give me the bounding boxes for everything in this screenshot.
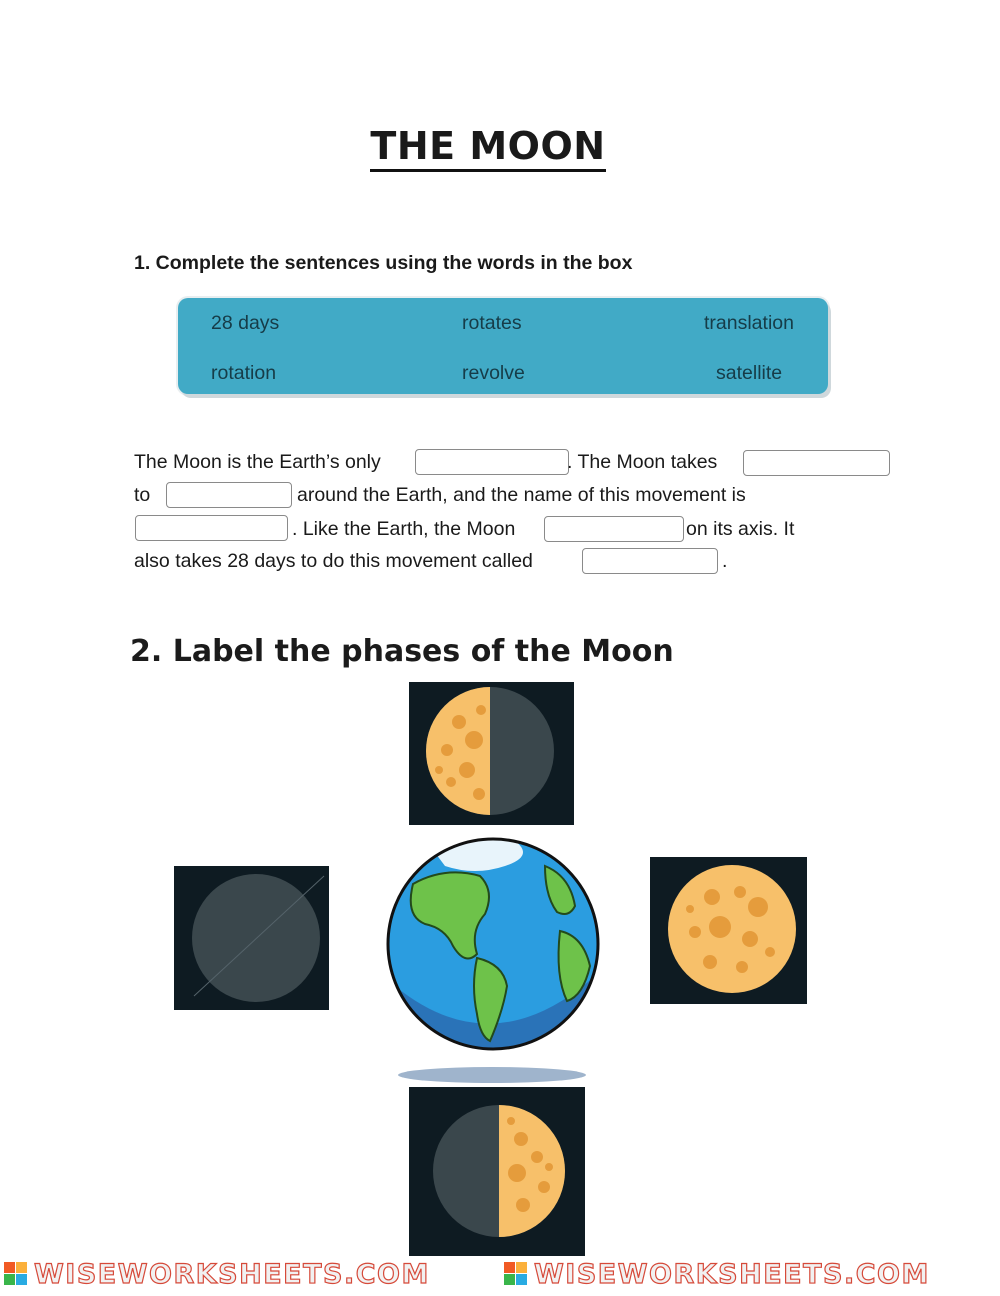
new-moon-icon <box>174 866 329 1010</box>
word-chip[interactable]: 28 days <box>211 312 280 334</box>
word-box <box>178 298 828 394</box>
word-chip[interactable]: revolve <box>462 362 525 384</box>
sentence-text: . The Moon takes <box>567 451 718 473</box>
answer-blank-6[interactable] <box>582 548 718 574</box>
sentence-text: around the Earth, and the name of this movement is <box>297 484 746 506</box>
half-moon-icon <box>409 1087 585 1256</box>
sentence-text: . Like the Earth, the Moon <box>292 518 516 540</box>
moon-phase-first-quarter[interactable] <box>409 682 574 825</box>
brand-text: WISEWORKSHEETS.COM <box>34 1259 430 1290</box>
sentence-text: also takes 28 days to do this movement called <box>134 550 533 572</box>
word-chip[interactable]: satellite <box>716 362 783 384</box>
footer-brand-bar <box>0 1256 1000 1291</box>
word-chip[interactable]: rotates <box>462 312 522 334</box>
brand-text: WISEWORKSHEETS.COM <box>534 1259 930 1290</box>
earth-image <box>385 836 601 1052</box>
word-chip[interactable]: rotation <box>211 362 277 384</box>
question-1-instruction: 1. Complete the sentences using the words in the box <box>134 252 633 274</box>
sentence-text: on its axis. It <box>686 518 795 540</box>
word-chip[interactable]: translation <box>704 312 794 334</box>
moon-phase-new-moon[interactable] <box>174 866 329 1010</box>
moon-phase-full-moon[interactable] <box>650 857 807 1004</box>
sentence-text: . <box>722 550 728 572</box>
answer-blank-3[interactable] <box>166 482 292 508</box>
question-2-heading: 2. Label the phases of the Moon <box>130 634 674 669</box>
wiseworksheets-logo <box>0 1256 1000 1291</box>
page-title: THE MOON <box>0 124 976 168</box>
moon-phase-last-quarter[interactable] <box>409 1087 585 1256</box>
full-moon-icon <box>650 857 807 1004</box>
answer-blank-1[interactable] <box>415 449 569 475</box>
sentence-text: to <box>134 484 151 506</box>
earth-icon <box>385 836 601 1052</box>
answer-blank-2[interactable] <box>743 450 890 476</box>
answer-blank-5[interactable] <box>544 516 684 542</box>
sentence-text: The Moon is the Earth’s only <box>134 451 381 473</box>
answer-blank-4[interactable] <box>135 515 288 541</box>
half-moon-icon <box>409 682 574 825</box>
earth-shadow <box>398 1067 586 1083</box>
